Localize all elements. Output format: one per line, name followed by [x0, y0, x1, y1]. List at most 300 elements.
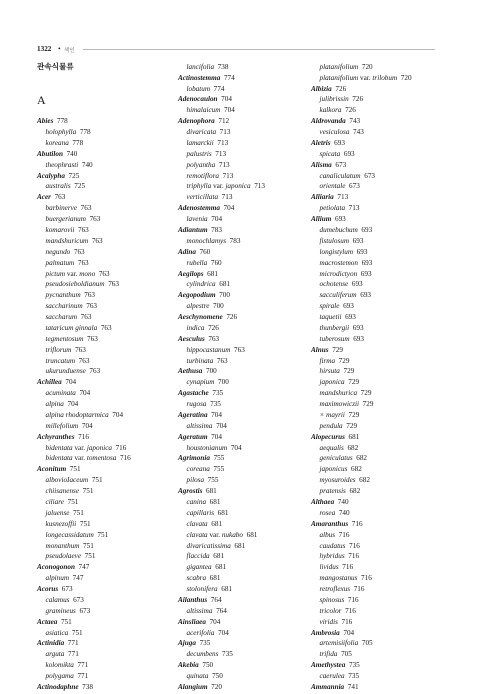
species-entry	[46, 225, 89, 237]
genus-name: Agrimonia	[178, 454, 210, 463]
species-name: julibrissin	[319, 95, 349, 104]
species-name: ciliare	[45, 498, 64, 506]
species-entry	[46, 138, 84, 150]
species-name: pseudolaeve	[45, 552, 82, 561]
page-reference: 751	[82, 487, 94, 496]
species-name: sacculiferum	[319, 291, 357, 300]
species-name: himalaicum	[186, 106, 221, 115]
page-reference: 681	[217, 508, 229, 517]
page-reference: 743	[353, 128, 364, 137]
species-entry	[320, 595, 359, 607]
species-entry	[46, 399, 79, 411]
page-reference: 771	[67, 639, 79, 648]
genus-entry	[37, 149, 77, 161]
page-reference: 716	[345, 606, 356, 615]
genus-entry	[178, 660, 213, 672]
species-name: rosea	[319, 508, 336, 517]
species-name: ochotense	[319, 280, 349, 289]
page-reference: 726	[208, 323, 219, 332]
genus-entry	[178, 73, 235, 85]
species-entry	[320, 551, 360, 563]
genus-entry	[178, 290, 230, 302]
page-reference: 741	[347, 682, 359, 691]
page-reference: 704	[209, 617, 221, 626]
page-reference: 729	[348, 378, 360, 387]
species-entry	[320, 181, 360, 193]
genus-entry	[178, 247, 210, 259]
page-reference: 713	[217, 138, 229, 147]
page-reference: 681	[205, 487, 217, 496]
species-entry	[320, 443, 359, 455]
species-name: polygama	[45, 672, 74, 681]
page-reference: 704	[218, 628, 229, 637]
species-entry	[46, 160, 93, 172]
page-reference: 763	[77, 258, 89, 267]
genus-entry	[37, 432, 89, 444]
page-reference: 704	[224, 106, 235, 115]
genus-name: Abies	[37, 117, 54, 126]
page-reference: 681	[207, 269, 218, 278]
page-reference: 738	[217, 62, 229, 71]
page-reference: 704	[81, 421, 93, 430]
genus-name: Ainsliaea	[178, 617, 206, 626]
species-name: theophrasti	[45, 160, 79, 169]
species-entry	[46, 573, 84, 585]
species-entry	[46, 388, 91, 400]
genus-entry	[178, 312, 237, 324]
species-name: alpestre	[186, 302, 210, 311]
page-reference: 763	[84, 291, 96, 300]
species-name: mangostanus	[319, 574, 358, 583]
page-reference: 713	[254, 182, 265, 191]
page-reference: 716	[338, 530, 350, 539]
genus-name: Aletris	[311, 138, 331, 147]
species-entry	[46, 356, 90, 368]
infraspecific-name: japonica	[86, 443, 112, 452]
page-reference: 751	[69, 465, 81, 474]
species-name: ukurunduense	[45, 367, 86, 376]
species-name: gigantea	[186, 563, 212, 572]
species-name: hirsuta	[319, 367, 340, 376]
genus-name: Ammannia	[311, 682, 345, 691]
infraspecific-name: tomentosa	[86, 454, 117, 463]
page-reference: 682	[351, 465, 362, 474]
rank-abbrev: var.	[74, 454, 86, 463]
species-entry	[320, 671, 360, 683]
species-entry	[320, 94, 364, 106]
species-entry	[187, 671, 223, 683]
genus-entry	[178, 453, 224, 465]
species-entry	[46, 181, 86, 193]
species-name: millefolium	[45, 421, 79, 430]
page-reference: 716	[349, 541, 360, 550]
page-reference: 729	[338, 356, 350, 365]
page-reference: 682	[347, 443, 359, 452]
species-name: jaluense	[45, 508, 70, 517]
species-name: microdictyon	[319, 269, 358, 278]
page-reference: 740	[338, 508, 350, 517]
species-entry	[46, 127, 91, 139]
genus-entry	[37, 562, 89, 574]
species-name: caerulea	[319, 672, 345, 681]
species-name: japonica	[319, 378, 345, 387]
page-reference: 735	[210, 400, 221, 409]
species-name: fistulosum	[319, 236, 350, 245]
page-reference: 740	[66, 149, 78, 158]
species-name: houstonianum	[186, 443, 228, 452]
species-entry	[46, 366, 101, 378]
page-reference: 716	[78, 432, 89, 441]
species-entry	[46, 421, 93, 433]
species-entry	[187, 584, 233, 596]
page-reference: 693	[353, 334, 364, 343]
genus-name: Actinidia	[37, 639, 65, 648]
infraspecific-name: nukabo	[221, 530, 243, 539]
genus-entry	[178, 388, 223, 400]
page-reference: 778	[56, 117, 68, 126]
page-reference: 704	[223, 204, 235, 213]
page-reference: 704	[211, 410, 222, 419]
species-name: trifida	[319, 650, 338, 659]
genus-entry	[37, 617, 72, 629]
species-name: platanifolium	[319, 62, 359, 71]
page-reference: 729	[332, 345, 343, 354]
genus-entry	[178, 366, 217, 378]
species-entry	[46, 269, 110, 281]
species-entry	[320, 649, 352, 661]
page-reference: 681	[221, 585, 233, 594]
page-reference: 720	[361, 62, 373, 71]
infraspecific-name: japonica	[225, 182, 251, 191]
genus-name: Alnus	[311, 345, 329, 354]
species-name: lavenia	[186, 215, 208, 224]
species-entry	[46, 334, 98, 346]
species-entry	[187, 562, 227, 574]
page-reference: 751	[84, 552, 96, 561]
species-name: kusnezoffii	[45, 519, 77, 528]
page-reference: 713	[218, 160, 230, 169]
page-reference: 750	[212, 672, 223, 681]
species-entry	[187, 519, 223, 531]
species-entry	[320, 617, 353, 629]
page-reference: 726	[335, 84, 347, 93]
page-reference: 713	[337, 193, 349, 202]
species-entry	[46, 203, 92, 215]
species-entry	[320, 62, 373, 74]
genus-entry	[178, 116, 229, 128]
page-reference: 693	[356, 247, 368, 256]
species-entry	[46, 279, 119, 291]
page-reference: 700	[212, 302, 224, 311]
species-name: palustris	[186, 149, 212, 158]
page-reference: 693	[361, 258, 373, 267]
species-name: turbinata	[186, 356, 214, 365]
page-reference: 681	[213, 552, 225, 561]
species-name: divaricatissima	[186, 541, 231, 550]
page-reference: 681	[209, 574, 221, 583]
genus-entry	[37, 377, 76, 389]
page-reference: 760	[199, 247, 211, 256]
page-reference: 693	[351, 280, 363, 289]
page-reference: 751	[73, 508, 84, 517]
species-name: remotiflora	[186, 171, 219, 180]
page-reference: 716	[347, 595, 359, 604]
page-reference: 735	[222, 650, 233, 659]
species-name: canaliculatum	[319, 171, 361, 180]
species-name: flaccida	[186, 552, 210, 561]
page-reference: 729	[343, 367, 355, 376]
genus-name: Adenophora	[178, 117, 215, 126]
species-entry	[187, 541, 246, 553]
species-name: petiolata	[319, 204, 346, 213]
genus-name: Adiantum	[178, 226, 208, 234]
genus-name: Aegilops	[178, 269, 204, 278]
page-reference: 716	[115, 443, 127, 452]
species-entry	[320, 279, 363, 291]
genus-entry	[178, 432, 222, 444]
page-reference: 740	[337, 498, 349, 506]
page-reference: 735	[212, 389, 224, 398]
species-name: altissima	[186, 421, 213, 430]
page-reference: 704	[79, 389, 91, 398]
species-entry	[320, 530, 350, 542]
genus-name: Agastache	[178, 389, 209, 398]
page-reference: 713	[348, 204, 360, 213]
genus-name: Albizia	[311, 84, 332, 93]
genus-entry	[311, 660, 360, 672]
species-name: orientale	[319, 182, 346, 191]
species-entry	[46, 628, 83, 640]
species-name: lividus	[319, 563, 339, 572]
species-name: hippocastanum	[186, 345, 231, 354]
species-name: alpinum	[45, 574, 70, 583]
page-reference: 716	[341, 617, 353, 626]
species-name: tuberosum	[319, 334, 350, 343]
species-entry	[320, 225, 373, 237]
species-name: pycnanthum	[45, 291, 81, 300]
species-name: barbinerve	[45, 204, 78, 213]
species-name: vesiculosa	[319, 128, 350, 137]
page-reference: 693	[345, 313, 356, 322]
species-name: negundo	[45, 247, 71, 256]
page-reference: 704	[230, 443, 242, 452]
species-name: pratensis	[319, 487, 346, 496]
genus-entry	[178, 94, 232, 106]
page-reference: 760	[210, 258, 222, 267]
species-entry	[187, 214, 223, 226]
species-entry	[46, 671, 89, 683]
genus-name: Abutilon	[37, 149, 63, 158]
rank-abbrev: var.	[209, 530, 221, 539]
page-reference: 738	[82, 682, 93, 691]
genus-entry	[311, 432, 359, 444]
page-reference: 682	[359, 476, 370, 485]
species-name: truncatum	[45, 356, 76, 365]
species-entry	[187, 464, 225, 476]
species-name: acerifolia	[186, 628, 215, 637]
species-entry	[46, 551, 96, 563]
species-name: lamarckii	[186, 138, 214, 147]
genus-entry	[37, 192, 65, 204]
genus-name: Adenostemma	[178, 204, 220, 213]
species-entry	[187, 236, 241, 248]
genus-name: Amethystea	[311, 661, 346, 670]
page-reference: 705	[341, 650, 352, 659]
species-name: asiatica	[45, 628, 69, 637]
species-name: tataricum ginnala	[45, 323, 98, 332]
species-name: maximowiczii	[319, 400, 360, 409]
species-entry	[320, 171, 376, 183]
page-reference: 751	[60, 617, 72, 626]
species-name: polyantha	[186, 160, 216, 169]
genus-name: Aldrovanda	[311, 117, 346, 126]
genus-name: Adina	[178, 247, 196, 256]
page-reference: 771	[77, 661, 89, 670]
species-name: mandshuricum	[45, 236, 89, 245]
page-reference: 673	[349, 182, 360, 191]
page-reference: 700	[219, 291, 230, 300]
page-reference: 751	[97, 530, 109, 539]
genus-entry	[37, 116, 68, 128]
page-reference: 673	[364, 171, 375, 180]
species-entry	[46, 497, 79, 509]
species-entry	[46, 258, 89, 270]
page-reference: 763	[91, 236, 103, 245]
species-name: lancifolia	[186, 62, 215, 71]
page-reference: 726	[352, 95, 364, 104]
species-entry	[187, 138, 229, 150]
species-entry	[187, 497, 221, 509]
page-reference: 735	[348, 672, 360, 681]
page-reference: 712	[218, 117, 230, 126]
species-name: tricolor	[319, 606, 342, 615]
page-reference: 783	[211, 226, 222, 234]
species-entry	[46, 453, 131, 465]
species-entry	[187, 356, 228, 368]
species-entry	[187, 399, 221, 411]
genus-entry	[311, 84, 346, 96]
species-entry	[320, 149, 355, 161]
species-name: albus	[319, 530, 336, 539]
species-name: aequalis	[319, 443, 344, 452]
page-reference: 681	[211, 519, 223, 528]
genus-name: Allium	[311, 215, 332, 224]
page-reference: 763	[89, 215, 101, 224]
page-reference: 682	[349, 487, 361, 496]
genus-entry	[178, 595, 222, 607]
species-name: triphylla	[186, 182, 212, 191]
species-name: spinosus	[319, 595, 345, 604]
species-entry	[320, 105, 356, 117]
species-name: spicata	[319, 149, 341, 158]
page-reference: 693	[352, 236, 364, 245]
page-reference: 729	[362, 400, 374, 409]
page-reference: 725	[74, 182, 86, 191]
genus-entry	[311, 160, 346, 172]
species-name: bidentata	[45, 454, 73, 463]
species-entry	[46, 649, 79, 661]
species-entry	[187, 606, 227, 618]
genus-name: Ambrosia	[311, 628, 340, 637]
species-name: palmatum	[45, 258, 75, 267]
species-name: firma	[319, 356, 336, 365]
page-reference: 693	[360, 269, 372, 278]
genus-entry	[178, 269, 218, 281]
genus-name: Ailanthus	[178, 595, 208, 604]
genus-name: Alangium	[178, 682, 208, 691]
page-reference: 704	[343, 628, 355, 637]
page-reference: 747	[72, 574, 84, 583]
species-entry	[46, 530, 109, 542]
genus-entry	[178, 334, 219, 346]
page-reference: 704	[112, 410, 124, 419]
genus-name: Ageratina	[178, 410, 208, 419]
genus-name: Aegopodium	[178, 291, 216, 300]
genus-name: Amaranthus	[311, 519, 349, 528]
species-entry	[46, 290, 96, 302]
page-reference: 763	[98, 269, 110, 278]
genus-name: Aethusa	[178, 367, 203, 376]
page-reference: 681	[348, 432, 360, 441]
page-reference: 693	[334, 138, 345, 147]
page-reference: 673	[335, 160, 347, 169]
species-name: rubella	[186, 258, 208, 267]
genus-name: Aconitum	[37, 465, 67, 474]
page-reference: 704	[67, 400, 79, 409]
page-reference: 716	[361, 574, 372, 583]
species-name: kolomikta	[45, 661, 74, 670]
page-reference: 716	[351, 519, 363, 528]
page-reference: 763	[100, 323, 112, 332]
species-entry	[187, 649, 233, 661]
species-entry	[46, 541, 94, 553]
species-entry	[187, 62, 229, 74]
species-entry	[46, 345, 86, 357]
species-name: bidentata	[45, 443, 73, 452]
genus-name: Ageratum	[178, 432, 208, 441]
genus-name: Akebia	[178, 661, 199, 670]
header-rule	[83, 49, 435, 50]
page-reference: 704	[216, 421, 227, 430]
infraspecific-name: trilobum	[372, 73, 398, 82]
species-name: capillaris	[186, 508, 215, 517]
species-entry	[46, 660, 89, 672]
page-reference: 681	[209, 498, 221, 506]
page-reference: 693	[360, 291, 372, 300]
genus-name: Acer	[37, 193, 51, 202]
species-name: longecassidatum	[45, 530, 94, 539]
page-reference: 729	[346, 421, 358, 430]
genus-entry	[178, 617, 220, 629]
species-name: kalkora	[319, 106, 342, 115]
page-reference: 774	[223, 73, 235, 82]
species-entry	[46, 301, 98, 313]
species-entry	[320, 638, 373, 650]
species-name: triflorum	[45, 345, 72, 354]
genus-name: Acorus	[37, 585, 59, 594]
species-entry	[187, 573, 221, 585]
species-entry	[320, 486, 361, 498]
species-entry	[46, 410, 124, 422]
page-reference: 713	[219, 128, 231, 137]
page-reference: 673	[61, 585, 73, 594]
page-reference: 763	[78, 356, 90, 365]
page-reference: 704	[221, 95, 232, 104]
genus-entry	[178, 638, 210, 650]
species-entry	[46, 247, 85, 259]
species-entry	[187, 258, 222, 270]
page-reference: 751	[79, 519, 91, 528]
